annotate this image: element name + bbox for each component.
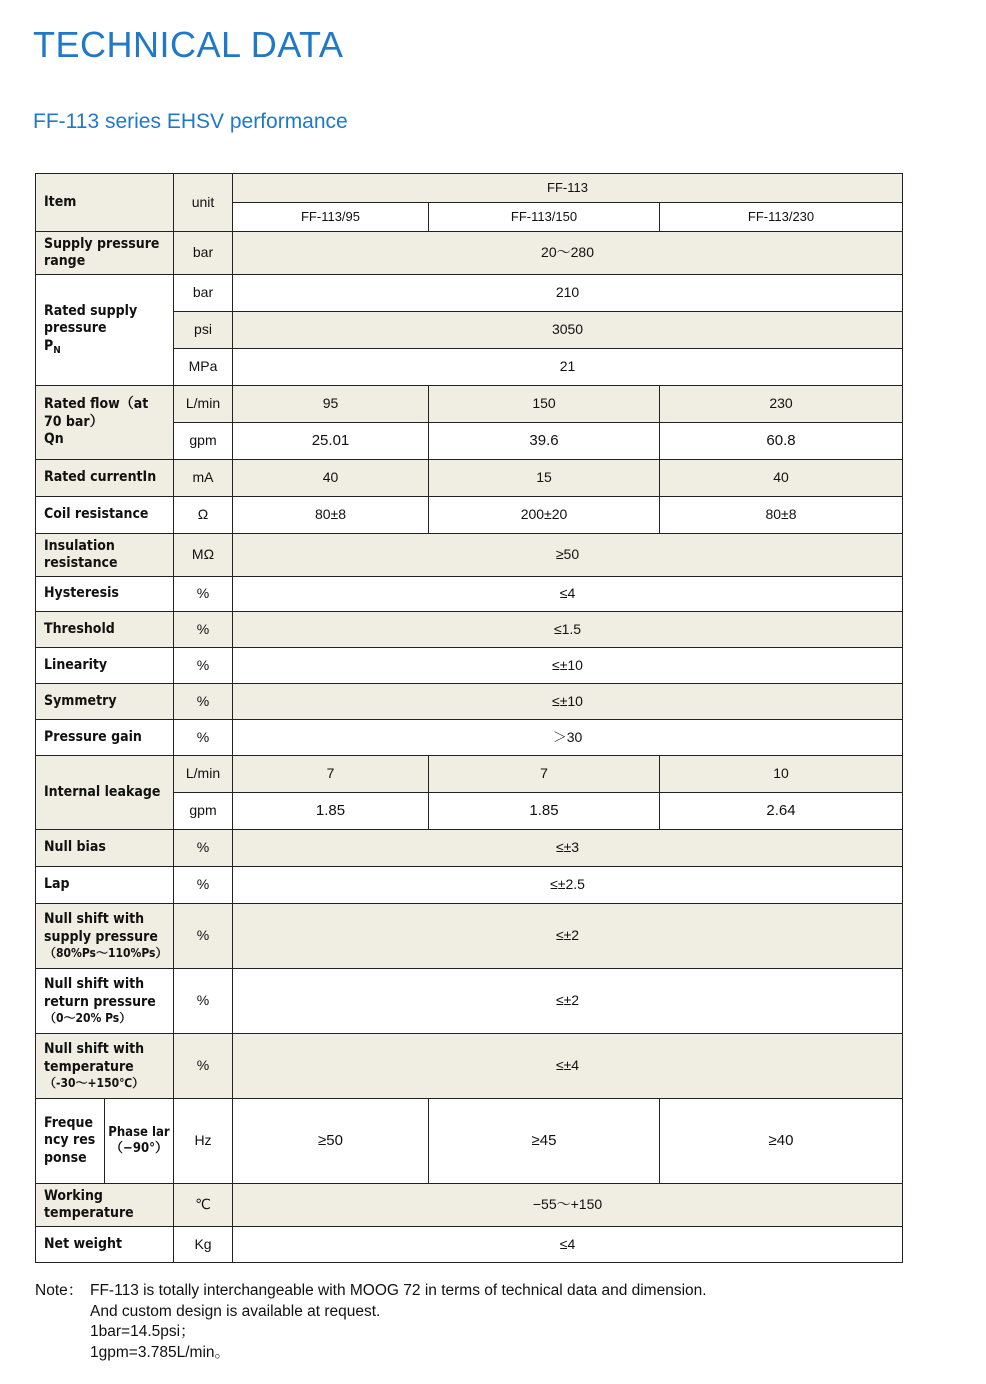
rated-flow-label: Rated flow（at 70 bar） bbox=[44, 396, 149, 430]
null-shift-return-condition: （0～20% Ps） bbox=[44, 1011, 132, 1025]
table-row bbox=[36, 460, 903, 497]
row-label bbox=[36, 969, 174, 1034]
row-value: 21 bbox=[233, 349, 903, 386]
row-value: 210 bbox=[233, 275, 903, 312]
row-label: Pressure gain bbox=[36, 720, 174, 756]
table-row bbox=[36, 1227, 903, 1263]
row-value: 40 bbox=[660, 460, 903, 497]
row-value: ＞30 bbox=[233, 720, 903, 756]
row-label bbox=[36, 386, 174, 460]
row-label: Linearity bbox=[36, 648, 174, 684]
row-value: ≤±4 bbox=[233, 1034, 903, 1099]
row-unit: mA bbox=[174, 460, 233, 497]
row-label: Rated currentIn bbox=[36, 460, 174, 497]
row-value: 3050 bbox=[233, 312, 903, 349]
row-value: ≥40 bbox=[660, 1099, 903, 1184]
row-unit: gpm bbox=[174, 423, 233, 460]
row-value: 60.8 bbox=[660, 423, 903, 460]
row-unit: L/min bbox=[174, 386, 233, 423]
phase-lag-condition: （−90°） bbox=[110, 1141, 168, 1156]
row-value: 7 bbox=[233, 756, 429, 793]
row-label: Working temperature bbox=[36, 1184, 174, 1227]
row-value: 230 bbox=[660, 386, 903, 423]
phase-lag-label: Phase lar bbox=[108, 1124, 170, 1140]
table-row bbox=[36, 1034, 903, 1099]
row-unit: % bbox=[174, 577, 233, 612]
row-unit: % bbox=[174, 904, 233, 969]
row-value: 40 bbox=[233, 460, 429, 497]
row-value: 150 bbox=[429, 386, 660, 423]
row-value: 7 bbox=[429, 756, 660, 793]
row-value: 200±20 bbox=[429, 497, 660, 534]
row-unit: % bbox=[174, 648, 233, 684]
row-value: ≤4 bbox=[233, 1227, 903, 1263]
row-unit: % bbox=[174, 1034, 233, 1099]
table-row bbox=[36, 1099, 903, 1184]
row-value: 2.64 bbox=[660, 793, 903, 830]
row-label: Insulation resistance bbox=[36, 534, 174, 577]
null-shift-return-label: Null shift with return pressure bbox=[44, 976, 156, 1010]
row-value: 39.6 bbox=[429, 423, 660, 460]
row-label: Threshold bbox=[36, 612, 174, 648]
row-value: −55～+150 bbox=[233, 1184, 903, 1227]
header-item: Item bbox=[36, 174, 174, 232]
row-unit: % bbox=[174, 612, 233, 648]
row-label: Symmetry bbox=[36, 684, 174, 720]
table-row bbox=[36, 969, 903, 1034]
row-unit: MΩ bbox=[174, 534, 233, 577]
row-value: ≥45 bbox=[429, 1099, 660, 1184]
rated-supply-pressure-label: Rated supply pressure bbox=[44, 302, 138, 337]
row-value: ≤1.5 bbox=[233, 612, 903, 648]
row-value: ≤±2.5 bbox=[233, 867, 903, 904]
table-row bbox=[36, 577, 903, 612]
row-value: 80±8 bbox=[233, 497, 429, 534]
row-value: ≤±10 bbox=[233, 648, 903, 684]
row-unit: psi bbox=[174, 312, 233, 349]
table-row bbox=[36, 534, 903, 577]
row-value: 1.85 bbox=[429, 793, 660, 830]
header-model: FF-113/230 bbox=[660, 203, 903, 232]
note-line: And custom design is available at request. bbox=[90, 1302, 381, 1320]
note-label: Note： bbox=[35, 1282, 84, 1299]
row-unit: Kg bbox=[174, 1227, 233, 1263]
row-value: ≤±2 bbox=[233, 969, 903, 1034]
pn-subscript: N bbox=[53, 344, 61, 356]
phase-lag-cell bbox=[105, 1099, 174, 1184]
row-unit: % bbox=[174, 684, 233, 720]
row-value: ≤4 bbox=[233, 577, 903, 612]
row-value: 10 bbox=[660, 756, 903, 793]
note-line: 1gpm=3.785L/min。 bbox=[90, 1343, 231, 1361]
row-unit: Ω bbox=[174, 497, 233, 534]
header-unit: unit bbox=[174, 174, 233, 232]
row-label bbox=[36, 904, 174, 969]
table-row bbox=[36, 232, 903, 275]
row-label: Hysteresis bbox=[36, 577, 174, 612]
row-label bbox=[36, 1034, 174, 1099]
footnote bbox=[35, 1281, 707, 1363]
row-value: 20～280 bbox=[233, 232, 903, 275]
page-subtitle: FF-113 series EHSV performance bbox=[33, 110, 348, 133]
row-value: 95 bbox=[233, 386, 429, 423]
row-label: Net weight bbox=[36, 1227, 174, 1263]
header-model: FF-113/95 bbox=[233, 203, 429, 232]
row-unit: MPa bbox=[174, 349, 233, 386]
row-label: Supply pressure range bbox=[36, 232, 174, 275]
row-unit: bar bbox=[174, 275, 233, 312]
null-shift-supply-condition: （80%Ps～110%Ps） bbox=[44, 946, 168, 960]
table-row bbox=[36, 684, 903, 720]
table-row bbox=[36, 275, 903, 312]
null-shift-supply-label: Null shift with supply pressure bbox=[44, 911, 158, 945]
note-line: FF-113 is totally interchangeable with MOOG 72 in terms of technical data and dimension. bbox=[90, 1282, 707, 1299]
null-shift-temp-label: Null shift with temperature bbox=[44, 1041, 145, 1075]
null-shift-temp-condition: （-30～+150℃） bbox=[44, 1076, 145, 1090]
row-unit: % bbox=[174, 830, 233, 867]
header-model: FF-113/150 bbox=[429, 203, 660, 232]
row-label: Lap bbox=[36, 867, 174, 904]
rated-flow-symbol: Qn bbox=[44, 431, 64, 448]
row-label: Coil resistance bbox=[36, 497, 174, 534]
row-unit: bar bbox=[174, 232, 233, 275]
table-row bbox=[36, 386, 903, 423]
row-value: 1.85 bbox=[233, 793, 429, 830]
table-row bbox=[36, 1184, 903, 1227]
row-label: Internal leakage bbox=[36, 756, 174, 830]
row-unit: ℃ bbox=[174, 1184, 233, 1227]
row-value: ≥50 bbox=[233, 1099, 429, 1184]
table-header-row bbox=[36, 174, 903, 203]
row-unit: % bbox=[174, 867, 233, 904]
table-row bbox=[36, 867, 903, 904]
table-row bbox=[36, 904, 903, 969]
table-row bbox=[36, 497, 903, 534]
page-title: TECHNICAL DATA bbox=[33, 24, 344, 65]
performance-table bbox=[35, 173, 903, 1263]
table-row bbox=[36, 612, 903, 648]
pn-symbol: P bbox=[44, 337, 54, 354]
row-value: 25.01 bbox=[233, 423, 429, 460]
row-unit: L/min bbox=[174, 756, 233, 793]
row-unit: Hz bbox=[174, 1099, 233, 1184]
row-value: ≤±10 bbox=[233, 684, 903, 720]
row-value: 80±8 bbox=[660, 497, 903, 534]
row-label: Frequency response bbox=[36, 1099, 105, 1184]
table-row bbox=[36, 720, 903, 756]
header-series: FF-113 bbox=[233, 174, 903, 203]
note-line: 1bar=14.5psi； bbox=[90, 1323, 196, 1340]
row-value: ≤±2 bbox=[233, 904, 903, 969]
row-value: ≤±3 bbox=[233, 830, 903, 867]
row-unit: % bbox=[174, 969, 233, 1034]
table-row bbox=[36, 648, 903, 684]
table-row bbox=[36, 756, 903, 793]
row-value: ≥50 bbox=[233, 534, 903, 577]
table-row bbox=[36, 830, 903, 867]
row-unit: % bbox=[174, 720, 233, 756]
row-value: 15 bbox=[429, 460, 660, 497]
row-label: Null bias bbox=[36, 830, 174, 867]
row-label bbox=[36, 275, 174, 386]
row-unit: gpm bbox=[174, 793, 233, 830]
